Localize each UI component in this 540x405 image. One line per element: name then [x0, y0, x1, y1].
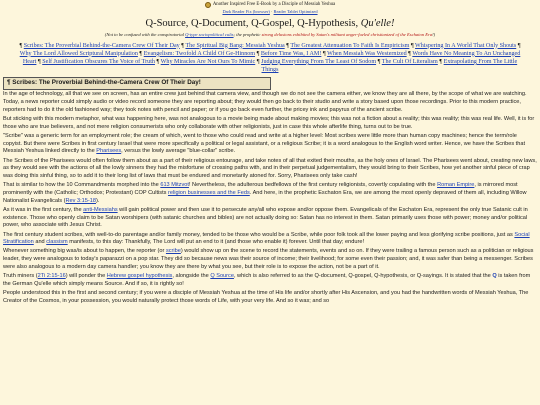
toc-item[interactable]: Self Justification Obscures The Voice of Truth: [42, 58, 155, 65]
paragraph: But sticking with this modern metaphor, what was happening here, was not analogous to a movie being made about making movies; this was not a fiction about a reality; this was reality; this was real life. Well, it is for those who are true believers, and not mere religion consumerists who only collaborate with other religionists, just in case this whole afterlife thing, turns out to be true.: [3, 115, 535, 130]
q-letter: Q: [492, 273, 497, 280]
toc-item[interactable]: Whispering In A World That Only Shouts: [415, 42, 517, 49]
site-header: [0, 0, 540, 39]
note-part-a: (Not to be confused with the conspiratorial: [104, 32, 186, 38]
page-title-main: Q-Source, Q-Document, Q-Gospel, Q-Hypothesis,: [145, 17, 361, 29]
toc-item[interactable]: Words Have No Meaning To An Unchanged Heart: [22, 50, 521, 65]
banner-text: Another Inspired Free E-Book by a Disciple of Messiah Yeshua: [212, 2, 336, 7]
coin-logo-icon: [205, 2, 211, 8]
text-run: Whenever something big was/is about to happen, the reporter (or: [3, 248, 166, 255]
section-heading-text: Scribes: The Proverbial Behind-the-Camera Crew Of Their Day!: [12, 79, 201, 87]
text-run: , versus the lowly average "blue-collar" scribe.: [121, 148, 236, 155]
toc-item[interactable]: Evangelism: Twofold A Child Of Ge-Hinnom: [143, 50, 256, 57]
social-stratification-link[interactable]: Social Stratification: [3, 231, 530, 246]
text-run: The first century student scribes, with well-to-do parentage and/or family money, tended to be those who would be a Scribe, while poor folk took all the lower paying and less glorifying scribe positions, just as: [3, 231, 515, 238]
paragraph: [3, 207, 537, 230]
page-title-emphasis: Qu'elle!: [360, 17, 395, 29]
table-of-contents: ¶ Scribes: The Proverbial Behind-the-Camera Crew Of Their Day ¶ The Spiritual Big Bang: Messiah Yeshua ¶ The Greatest Attenuation To Faith Is Empiricism ¶ Whispering In A World That Only Shouts ¶ Why The Lord Allowed Scriptural Manipulation ¶ Evangelism: Twofold A Child Of Ge-Hinnom ¶ Before Time Was, I AM! ¶ When Messiah Was Westernized ¶ Words Have No Meaning To An Unchanged Heart ¶ Self Justification Obscures The Voice of Truth ¶ Why Miracles Are Not Ours To Mimic ¶ Judging Everything From The Least Of Sodom ¶ The Cult Of Literalism ¶ Extrapolating From The Little Things: [19, 42, 521, 73]
text-run: Truth miners (: [3, 273, 38, 280]
site-banner: [0, 2, 540, 9]
paragraph: People understood this in the first and second century; if you were a disciple of Messiah Yeshua at the time of His life and/or shortly after His Ascension, and you had the handwritten words of Messiah Yeshua, The Creator of the Cosmos, in your possession, you would naturally protect those words of Life, with your very life. And so it was; and so: [3, 290, 529, 304]
hebrew-gospel-link[interactable]: Hebrew gospel hypothesis: [106, 273, 173, 280]
text-run: , alongside the: [172, 273, 211, 280]
text-run: "Scribe" was a generic term for an employment role; the cream of which, went to those who could read and write at a higher level: Most scribes were little more than human copy machines; hence the term/role copyist. But there were Scribes in first century Israel that were more specifically a political or legal assistant, or a religious Scribe; it is a word analogous to the English word writer. Hence, we have the Scribes that Messiah Yeshua linked directly to the: [3, 132, 526, 155]
text-run: ) will ponder the: [65, 273, 107, 280]
text-run: and: [33, 239, 47, 246]
note-part-c: !): [432, 32, 436, 38]
section-heading: ¶ Scribes: The Proverbial Behind-the-Camera Crew Of Their Day!: [3, 77, 271, 90]
reader-options: [0, 9, 540, 15]
note-part-b: ; the prophetic: [233, 32, 262, 38]
text-run: is taken from the German Qu'elle which simply means Source. And if so, it is rightly so!: [3, 273, 531, 287]
toc-item[interactable]: The Cult Of Literalism: [381, 58, 438, 65]
text-run: ! Nevertheless, the adulterous bedfellows of the first century religionists, covertly copulating with the: [188, 182, 438, 189]
toc-item[interactable]: Why Miracles Are Not Ours To Mimic: [160, 58, 256, 65]
toc-item[interactable]: The Spiritual Big Bang: Messiah Yeshua: [185, 42, 285, 49]
text-run: That is similar to how the 10 Commandments morphed into the: [3, 182, 161, 189]
paragraph: [3, 273, 537, 288]
paragraph: [3, 182, 537, 205]
text-run: ) would show up on the scene to record the statements, events and so on. If they were trailing a famous person such as a politician or religious leader, they were analogous to today's paparazzi on a pop star. They did so because news was their source of income; their livelihood; for some even their passion; and, it was safer than being a messenger. Scribes were also analogous to a modern day camera handler; you know they are there by what you see, but their role is to expose the action, not be a part of it.: [3, 248, 534, 270]
text-run: . And here, in the prophetic Eschaton Era, we are among the most openly depraved of them all, including Willow Nationalist Evangelicals (: [3, 189, 527, 204]
note-red-text: strong delusions exhibited by Satan's militant anger-fueled christianized of the Eschaton Era: [261, 32, 433, 38]
pharisees-link[interactable]: Pharisees: [96, 148, 122, 155]
paragraph: [3, 133, 537, 156]
religion-businesses-link[interactable]: religion businesses and the Feds: [167, 189, 250, 196]
reader-options-separator: ·: [269, 8, 274, 14]
q-cults-link[interactable]: Q-type sociopolitical cults: [185, 32, 234, 38]
roman-empire-link[interactable]: Roman Empire: [437, 182, 475, 189]
scribe-link[interactable]: scribe: [165, 248, 181, 255]
text-run: will gain political power and then use it to persecute any/all who expose and/or oppose them. Evangelicals of the Eschaton Era, represent the only true Satanic cult in existence. Those who openly claim to be Satan worshipers (with satanic churches and bibles) are not actually doing so: Satan has no interest in them. Satan primarily uses those with power; money and/or political power, who associate with Jesus Christ.: [3, 206, 528, 229]
toc-item[interactable]: The Greatest Attenuation To Faith Is Empiricism: [290, 42, 410, 49]
paragraph: [3, 248, 537, 271]
rev-link[interactable]: Rev 3:15-18: [65, 197, 96, 204]
dark-reader-fix-link[interactable]: Dark Reader Fix (browser): [222, 8, 270, 14]
text-run: , which is also referred to as the Q-document, Q-gospel, Q-hypothesis, or Q-sayings. It is stated that the: [233, 273, 493, 280]
article-body: [0, 77, 540, 305]
timothy-link[interactable]: 2Ti 2:15-16: [37, 273, 66, 280]
toc-item[interactable]: When Messiah Was Westernized: [327, 50, 407, 57]
text-run: , is mirrored most prominently with the (Catholic; Orthodox; Protestant) COP Cultists: [3, 182, 518, 196]
q-source-link[interactable]: Q Source: [210, 273, 234, 280]
anti-messiahs-link[interactable]: anti-Messiahs: [83, 206, 118, 213]
reader-tablet-link[interactable]: Reader Tablet Optimized: [273, 8, 318, 14]
text-run: ).: [95, 197, 100, 204]
toc-item[interactable]: Extrapolating From The Little Things: [261, 58, 518, 73]
paragraph: In the age of technology, all that we see on screen, has an entire crew just behind that camera view, and though we do not see the camera either, we know they are all there, by the scope of what we are watching. Today, a news reporter could simply audio or video record someone they are reporting about; they would then go back to their studio and write a story based upon those recordings. Prior to this modern practice, reporters had to do it the old fashioned way; they took notes with pencil and paper; or if you go back even further, the pricey ink and papyrus of the ancient scribe.: [3, 91, 527, 113]
paragraph: [3, 232, 537, 247]
toc-item[interactable]: Judging Everything From The Least Of Sodom: [261, 58, 377, 65]
page-title: [0, 17, 540, 31]
toc-item[interactable]: Scribes: The Proverbial Behind-the-Camera Crew Of Their Day: [23, 42, 180, 49]
paragraph: The Scribes of the Pharisees would often follow them about as a part of their religious entourage, and take notes of all that exited their mouths, as the holy ones of Israel. The Pharisees went about, creating new laws, as they would see with the actions of all the lowly sinners they had the misfortune of crossing paths with, and in their perpetual judgementalism, they would bring to their Scribes, how yet another sinful piece of crap was doing this sinful thing, so to add it to their long list of laws that must be endured and monetarily atoned for. Sorry, Pharisees only take cash!: [3, 157, 537, 179]
classism-link[interactable]: classism: [46, 239, 68, 246]
toc-item[interactable]: Before Time Was, I AM!: [260, 50, 322, 57]
mitzvot-link[interactable]: 613 Mitzvot: [160, 182, 189, 189]
text-run: As it was in the first century, the: [3, 206, 84, 213]
toc-item[interactable]: Why The Lord Allowed Scriptural Manipulation: [19, 50, 138, 57]
text-run: manifests, to this day: Thankfully, The Lord will put an end to it (and those who enable it) forever. Until that day; endure!: [67, 239, 365, 246]
